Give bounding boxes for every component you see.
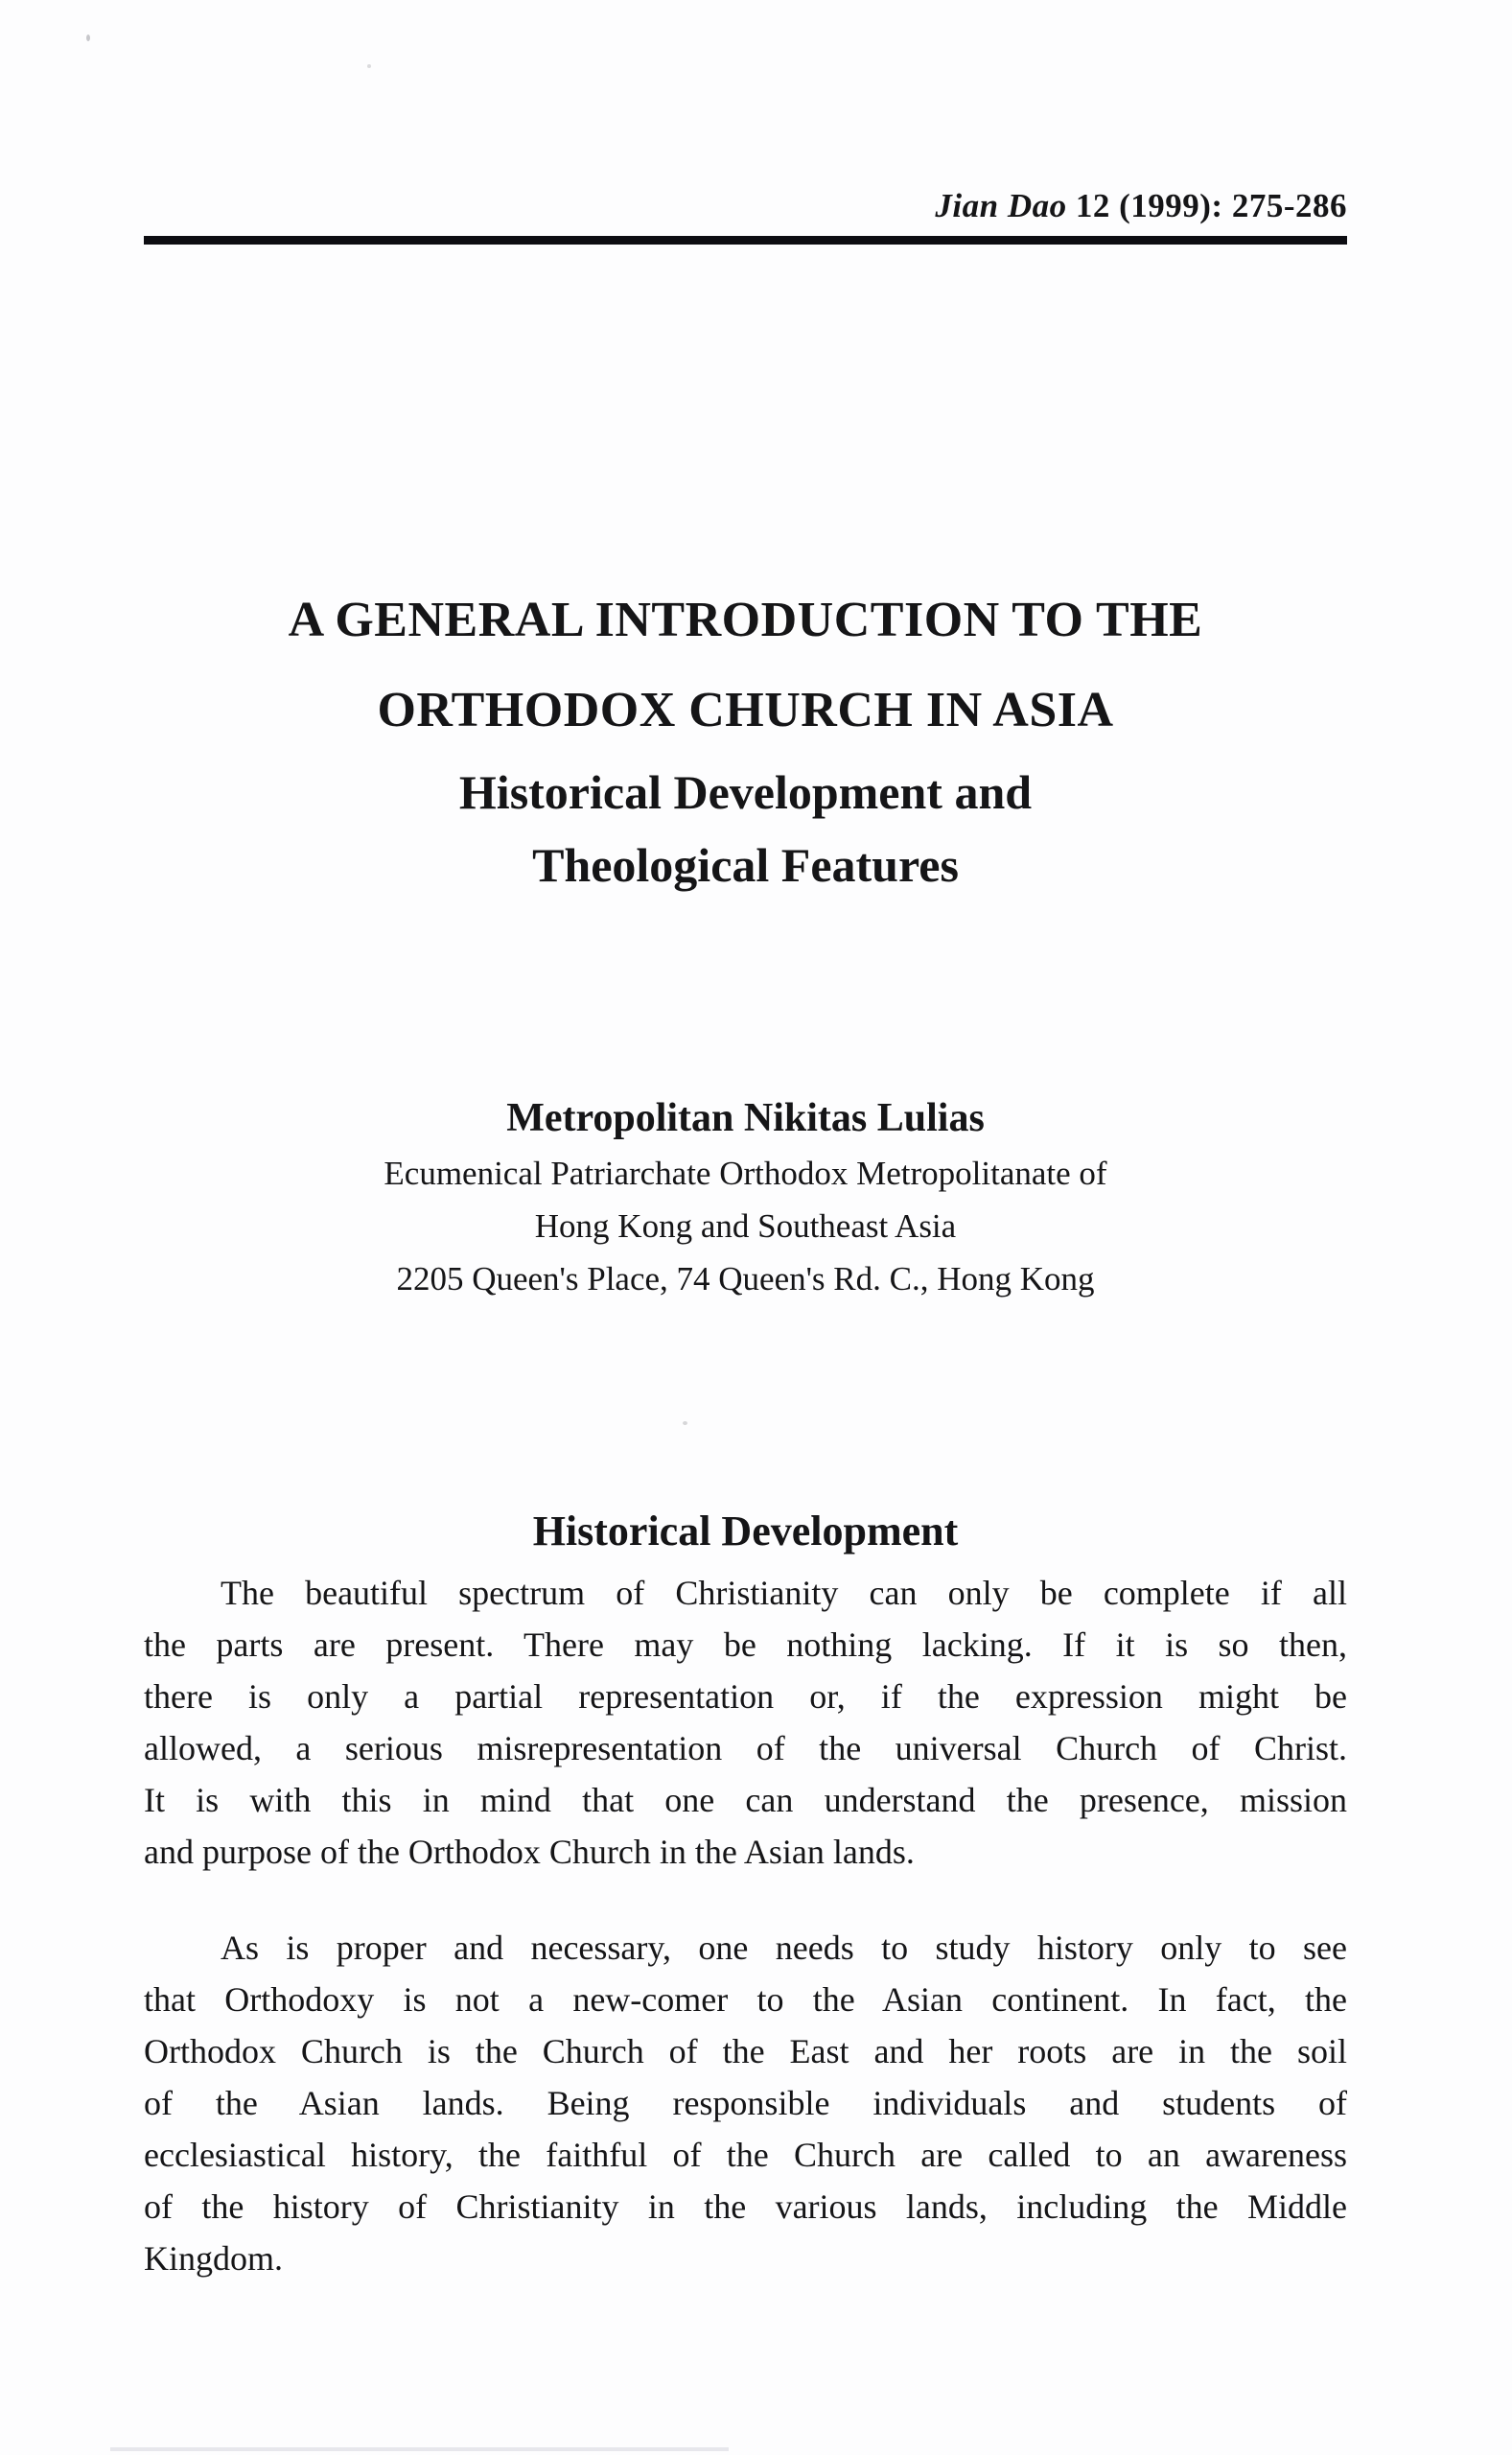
journal-citation-issue-pages: 12 (1999): 275-286 [1066,187,1347,224]
paragraph-2-line: Orthodox Church is the Church of the East and her roots are in the soil [144,2032,1347,2070]
paragraph-1-line: allowed, a serious misrepresentation of the universal Church of Christ. [144,1729,1347,1767]
paragraph-2-line: of the Asian lands. Being responsible individuals and students of [144,2084,1347,2122]
article-title [144,575,1347,901]
paragraph-2-line: of the history of Christianity in the various lands, including the Middle [144,2187,1347,2226]
article-title-line-2: ORTHODOX CHURCH IN ASIA [377,683,1114,737]
author-affiliation-line-2: Hong Kong and Southeast Asia [534,1207,957,1245]
section-heading: Historical Development [532,1508,959,1555]
content-column [144,0,1347,2284]
author-address: 2205 Queen's Place, 74 Queen's Rd. C., Hong Kong [396,1260,1095,1298]
paragraph-1-line: The beautiful spectrum of Christianity can only be complete if all [221,1574,1347,1612]
paragraph-1-line: and purpose of the Orthodox Church in the Asian lands. [144,1833,915,1871]
paragraph-1-line: the parts are present. There may be nothing lacking. If it is so then, [144,1625,1347,1664]
paragraph-1-line: It is with this in mind that one can understand the presence, mission [144,1781,1347,1819]
scan-speck [367,64,371,68]
scan-speck [86,35,90,41]
paragraph-2-line: Kingdom. [144,2239,284,2278]
scan-speck [683,1421,687,1425]
paragraph-2-line: ecclesiastical history, the faithful of the Church are called to an awareness [144,2136,1347,2174]
paragraph-1-line: there is only a partial representation or, if the expression might be [144,1677,1347,1716]
paragraph-2-line: that Orthodoxy is not a new-comer to the Asian continent. In fact, the [144,1980,1347,2019]
journal-citation [144,0,1347,230]
author-block [144,1089,1347,1305]
author-affiliation-line-1: Ecumenical Patriarchate Orthodox Metropolitanate of [384,1155,1107,1192]
journal-citation-title: Jian Dao [935,187,1067,224]
article-title-line-1: A GENERAL INTRODUCTION TO THE [288,593,1203,647]
author-name: Metropolitan Nikitas Lulias [506,1096,985,1140]
article-subtitle-line-1: Historical Development and [458,765,1033,819]
paragraph-1 [144,1567,1347,1878]
header-rule [144,236,1347,245]
scan-smudge [110,2447,729,2451]
paragraph-2-line: As is proper and necessary, one needs to study history only to see [221,1929,1347,1967]
article-subtitle-line-2: Theological Features [532,838,959,892]
paragraph-2 [144,1922,1347,2284]
